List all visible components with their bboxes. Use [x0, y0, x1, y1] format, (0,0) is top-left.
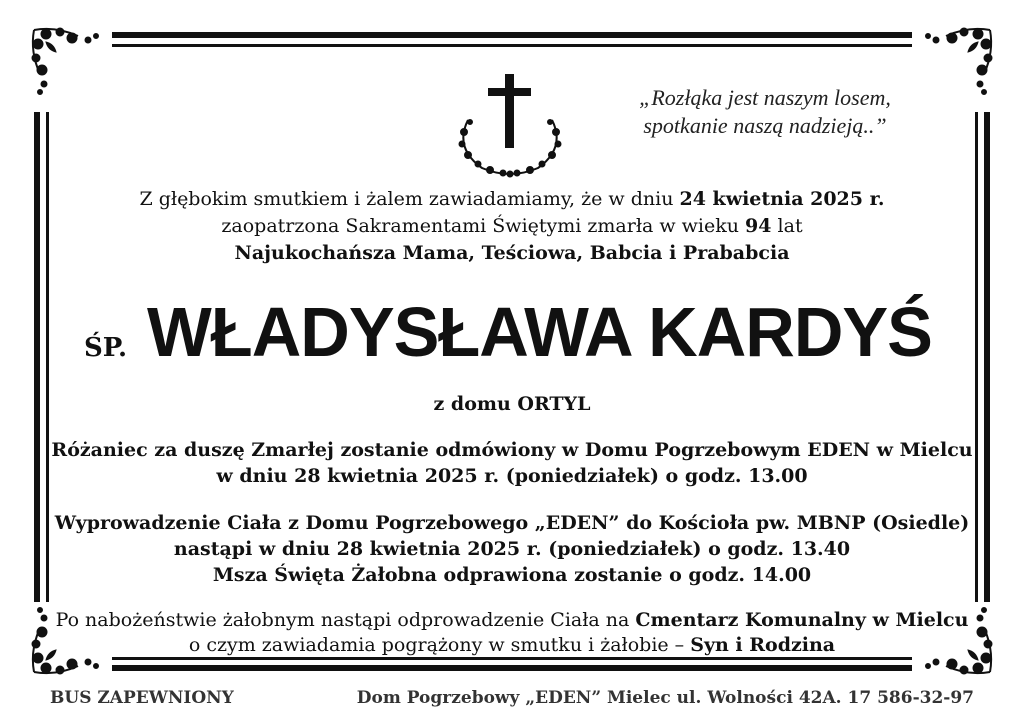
maiden-name: z domu ORTYL	[433, 393, 591, 415]
frame-bottom-outer	[112, 665, 912, 671]
floral-corner-icon	[918, 22, 998, 102]
intro-line-1	[0, 186, 1024, 213]
burial-line-1	[0, 607, 1024, 634]
cross-icon	[448, 70, 572, 180]
intro-text: Z głębokim smutkiem i żalem zawiadamiamy, że w dniu	[139, 188, 680, 210]
bus-notice: BUS ZAPEWNIONY	[50, 688, 234, 708]
deceased-name: WŁADYSŁAWA KARDYŚ	[147, 293, 933, 371]
quote-line-1: „Rozłąka jest naszym losem,	[639, 85, 891, 110]
quote-line-2: spotkanie naszą nadzieją..”	[643, 113, 887, 138]
intro-text: lat	[771, 215, 803, 237]
frame-top-inner	[112, 44, 912, 47]
funeral-line-1: Wyprowadzenie Ciała z Domu Pogrzebowego „EDEN” do Kościoła pw. MBNP (Osiedle)	[54, 512, 970, 534]
death-date: 24 kwietnia 2025 r.	[679, 188, 885, 210]
age: 94	[745, 215, 772, 237]
funeral-line-3: Msza Święta Żałobna odprawiona zostanie o godz. 14.00	[212, 564, 812, 586]
intro-line-2	[0, 213, 1024, 240]
family-signature: Syn i Rodzina	[690, 634, 836, 656]
intro-text: zaopatrzona Sakramentami Świętymi zmarła w wieku	[221, 215, 746, 237]
name-prefix: ŚP.	[83, 333, 128, 363]
floral-corner-icon	[26, 22, 106, 102]
deceased-name-row	[0, 292, 1024, 372]
burial-line-2	[0, 632, 1024, 659]
rosary-line-2: w dniu 28 kwietnia 2025 r. (poniedziałek) o godz. 13.00	[216, 465, 808, 487]
funeral-home-info: Dom Pogrzebowy „EDEN” Mielec ul. Wolności 42A. 17 586-32-97	[356, 688, 974, 708]
burial-text: Po nabożeństwie żałobnym nastąpi odprowadzenie Ciała na	[55, 609, 636, 631]
rosary-line-1: Różaniec za duszę Zmarłej zostanie odmówiony w Domu Pogrzebowym EDEN w Mielcu	[51, 439, 973, 461]
intro-line-3: Najukochańsza Mama, Teściowa, Babcia i Prababcia	[234, 242, 790, 264]
cemetery-name: Cmentarz Komunalny w Mielcu	[635, 609, 969, 631]
burial-text: o czym zawiadamia pogrążony w smutku i żałobie –	[188, 634, 691, 656]
frame-top-outer	[112, 32, 912, 38]
funeral-line-2: nastąpi w dniu 28 kwietnia 2025 r. (poniedziałek) o godz. 13.40	[173, 538, 851, 560]
quote	[600, 84, 930, 140]
